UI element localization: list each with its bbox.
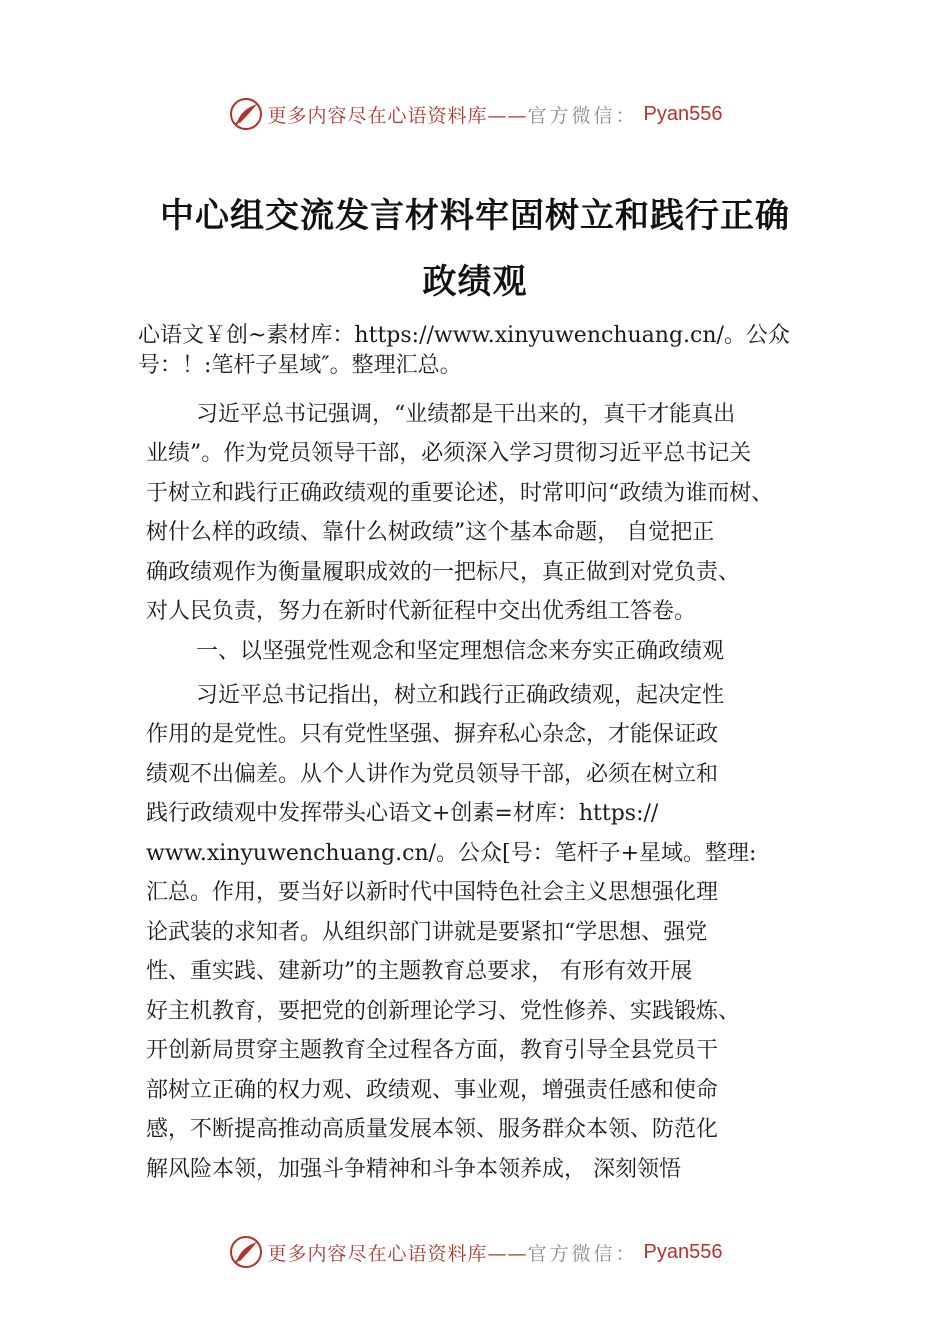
body-paragraph-line: 好主机教育，要把党的创新理论学习、党性修养、实践锻炼、 [146, 999, 741, 1024]
body-paragraph-line: 习近平总书记指出，树立和践行正确政绩观，起决定性 [196, 683, 725, 708]
banner-wechat-id: Pyan556 [643, 102, 723, 125]
body-paragraph-line: 感，不断提高推动高质量发展本领、服务群众本领、防范化 [146, 1117, 719, 1142]
document-title-line-2: 政绩观 [422, 262, 528, 302]
body-paragraph-line: 确政绩观作为衡量履职成效的一把标尺，真正做到对党负责、 [146, 560, 741, 585]
banner-wechat-label: 官方微信： [527, 1242, 638, 1265]
banner-slogan: 更多内容尽在心语资料库—— [267, 104, 528, 127]
banner-wechat-id: Pyan556 [643, 1240, 723, 1263]
body-paragraph-line: 性、重实践、建新功”的主题教育总要求， 有形有效开展 [146, 959, 693, 984]
footer-banner [0, 1230, 950, 1274]
body-paragraph-line: 践行政绩观中发挥带头心语文+创素=材库：https:// [146, 801, 659, 826]
banner-wechat-label: 官方微信： [527, 104, 638, 127]
header-banner [0, 92, 950, 136]
body-paragraph-line: 对人民负责，努力在新时代新征程中交出优秀组工答卷。 [146, 599, 697, 624]
section-heading: 一、以坚强党性观念和坚定理想信念来夯实正确政绩观 [196, 639, 725, 664]
body-paragraph-line: 于树立和践行正确政绩观的重要论述，时常叩问“政绩为谁而树、 [146, 481, 774, 506]
body-paragraph-line: 绩观不出偏差。从个人讲作为党员领导干部，必须在树立和 [146, 762, 719, 787]
body-paragraph-line: www.xinyuwenchuang.cn/。公众[号：笔杆子+星域。整理: [146, 841, 757, 866]
body-paragraph-line: 汇总。作用，要当好以新时代中国特色社会主义思想强化理 [146, 880, 719, 905]
document-title-line-1: 中心组交流发言材料牢固树立和践行正确 [160, 196, 790, 236]
body-paragraph-line: 业绩”。作为党员领导干部，必须深入学习贯彻习近平总书记关 [146, 441, 752, 466]
body-paragraph-line: 部树立正确的权力观、政绩观、事业观，增强责任感和使命 [146, 1078, 719, 1103]
library-logo-icon [228, 96, 264, 132]
body-paragraph-line: 解风险本领，加强斗争精神和斗争本领养成， 深刻领悟 [146, 1157, 681, 1182]
body-paragraph-line: 习近平总书记强调，“业绩都是干出来的，真干才能真出 [196, 402, 736, 427]
banner-slogan: 更多内容尽在心语资料库—— [267, 1242, 528, 1265]
body-paragraph-line: 作用的是党性。只有党性坚强、摒弃私心杂念，才能保证政 [146, 722, 719, 747]
library-logo-icon [228, 1234, 264, 1270]
source-note-line: 心语文￥创~素材库：https://www.xinyuwenchuang.cn/。公众 [138, 323, 790, 348]
body-paragraph-line: 论武装的求知者。从组织部门讲就是要紧扣“学思想、强党 [146, 920, 708, 945]
body-paragraph-line: 开创新局贯穿主题教育全过程各方面，教育引导全县党员干 [146, 1038, 719, 1063]
body-paragraph-line: 树什么样的政绩、靠什么树政绩”这个基本命题， 自觉把正 [146, 520, 715, 545]
source-note-line: 号：！:笔杆子星域″。整理汇总。 [138, 353, 462, 378]
